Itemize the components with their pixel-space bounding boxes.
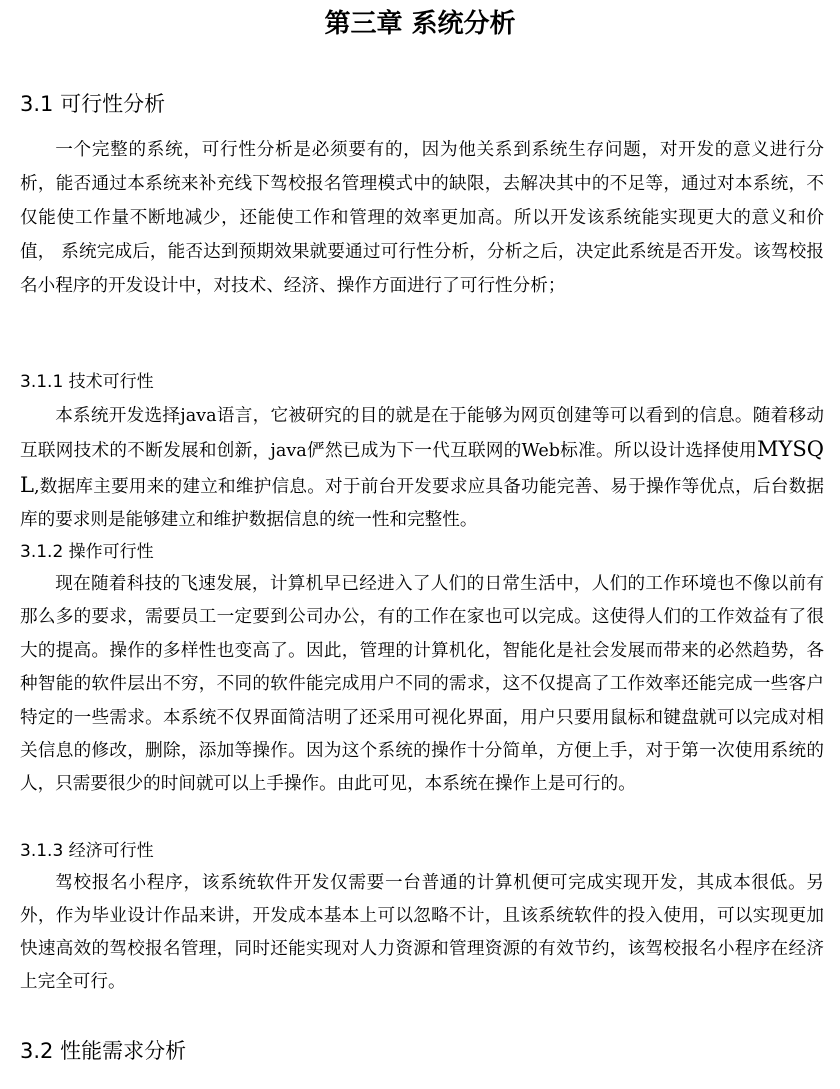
section-heading-3-1: 3.1 可行性分析 [20, 92, 166, 116]
section-3-1-paragraph: 一个完整的系统，可行性分析是必须要有的，因为他关系到系统生存问题，对开发的意义进行分析，能否通过本系统来补充线下驾校报名管理模式中的缺限，去解决其中的不足等，通过对本系统，不仅能使工作量不断地减少，还能使工作和管理的效率更加高。所以开发该系统能实现更大的意义和价值， 系统完成后，能否达到预期效果就要通过可行性分析，分析之后，决定此系统是否开发。该驾校报名小程序的开发设计中，对技术、经济、操作方面进行了可行性分析； [20, 140, 824, 296]
paragraph-text-part-1: 本系统开发选择java语言，它被研究的目的就是在于能够为网页创建等可以看到的信息。随着移动互联网技术的不断发展和创新，java俨然已成为下一代互联网的Web标准。所以设计选择使用 [20, 406, 824, 462]
section-3-1-3-paragraph: 驾校报名小程序，该系统软件开发仅需要一台普通的计算机便可完成实现开发，其成本很低。另外，作为毕业设计作品来讲，开发成本基本上可以忽略不计，且该系统软件的投入使用，可以实现更加快速高效的驾校报名管理，同时还能实现对人力资源和管理资源的有效节约，该驾校报名小程序在经济上完全可行。 [20, 873, 824, 992]
section-3-1-1-paragraph [20, 400, 824, 537]
section-3-1-2-paragraph: 现在随着科技的飞速发展，计算机早已经进入了人们的日常生活中，人们的工作环境也不像以前有那么多的要求，需要员工一定要到公司办公，有的工作在家也可以完成。这使得人们的工作效益有了很大的提高。操作的多样性也变高了。因此，管理的计算机化，智能化是社会发展而带来的必然趋势，各种智能的软件层出不穷，不同的软件能完成用户不同的需求，这不仅提高了工作效率还能完成一些客户特定的一些需求。本系统不仅界面简洁明了还采用可视化界面，用户只要用鼠标和键盘就可以完成对相关信息的修改，删除，添加等操作。因为这个系统的操作十分简单，方便上手，对于第一次使用系统的人，只需要很少的时间就可以上手操作。由此可见，本系统在操作上是可行的。 [20, 574, 824, 795]
section-heading-3-1-1: 3.1.1 技术可行性 [20, 372, 154, 392]
section-heading-3-2: 3.2 性能需求分析 [20, 1039, 187, 1063]
section-heading-3-1-2: 3.1.2 操作可行性 [20, 542, 154, 562]
section-heading-3-1-3: 3.1.3 经济可行性 [20, 841, 154, 861]
chapter-title: 第三章 系统分析 [324, 9, 516, 39]
paragraph-text-part-2: ,数据库主要用来的建立和维护信息。对于前台开发要求应具备功能完善、易于操作等优点，后台数据库的要求则是能够建立和维护数据信息的统一性和完整性。 [20, 476, 824, 530]
mysql-term: MYSQL [20, 437, 824, 497]
